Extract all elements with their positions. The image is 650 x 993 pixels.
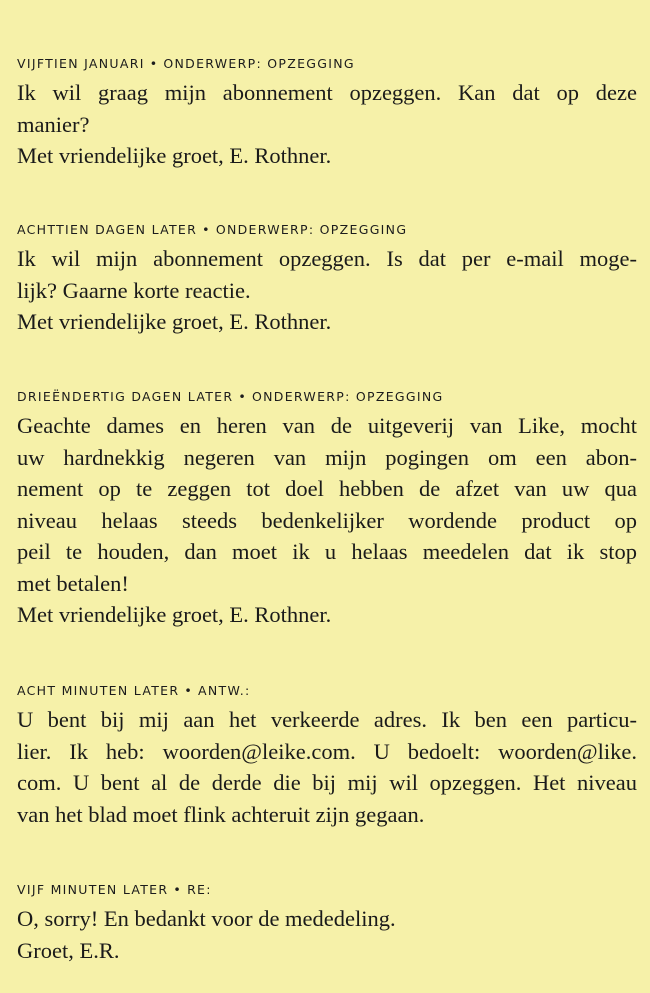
body-line: U bent bij mij aan het verkeerde adres. Ik ben een particu- xyxy=(17,707,637,732)
message-header xyxy=(17,388,637,406)
body-line: Groet, E.R. xyxy=(17,937,120,963)
message-header xyxy=(17,221,637,239)
message-header xyxy=(17,881,637,899)
message-time: ACHT MINUTEN LATER xyxy=(17,683,180,698)
message-time: ACHTTIEN DAGEN LATER xyxy=(17,222,198,237)
message-subject: ONDERWERP: OPZEGGING xyxy=(215,222,408,237)
message-body xyxy=(17,903,637,966)
body-line: niveau helaas steeds bedenkelijker wordende product op xyxy=(17,507,637,533)
body-line: Ik wil mijn abonnement opzeggen. Is dat per e-mail moge- xyxy=(17,246,637,271)
body-line: com. U bent al de derde die bij mij wil opzeggen. Het niveau xyxy=(17,770,637,795)
body-line: peil te houden, dan moet ik u helaas meedelen dat ik stop xyxy=(17,539,637,564)
separator-bullet: • xyxy=(149,56,159,71)
body-line: O, sorry! En bedankt voor de mededeling. xyxy=(17,906,396,931)
body-line: Met vriendelijke groet, E. Rothner. xyxy=(17,602,332,627)
message-subject: ONDERWERP: OPZEGGING xyxy=(252,389,444,404)
message-2 xyxy=(17,221,637,338)
body-line: uw hardnekkig negeren van mijn pogingen om een abon- xyxy=(17,444,637,470)
message-body xyxy=(17,77,637,172)
message-5 xyxy=(17,881,637,966)
message-subject: ANTW.: xyxy=(198,683,251,698)
body-line: Ik wil graag mijn abonnement opzeggen. Kan dat op deze xyxy=(17,80,637,105)
message-1 xyxy=(17,55,637,172)
message-time: DRIEËNDERTIG DAGEN LATER xyxy=(17,389,234,404)
body-line: lier. Ik heb: woorden@leike.com. U bedoelt: woorden@like. xyxy=(17,738,637,764)
message-subject: RE: xyxy=(187,882,212,897)
body-line: manier? xyxy=(17,111,90,137)
message-header xyxy=(17,682,637,700)
body-line: nement op te zeggen tot doel hebben de afzet van uw qua xyxy=(17,476,637,501)
message-time: VIJF MINUTEN LATER xyxy=(17,882,169,897)
message-header xyxy=(17,55,637,73)
separator-bullet: • xyxy=(238,389,248,404)
separator-bullet: • xyxy=(202,222,211,237)
message-body xyxy=(17,704,637,830)
separator-bullet: • xyxy=(173,882,183,897)
body-line: Geachte dames en heren van de uitgeverij van Like, mocht xyxy=(17,413,637,438)
message-subject: ONDERWERP: OPZEGGING xyxy=(163,56,355,71)
message-time: VIJFTIEN JANUARI xyxy=(17,56,145,71)
message-body xyxy=(17,243,637,338)
message-4 xyxy=(17,682,637,830)
message-3 xyxy=(17,388,637,631)
body-line: Met vriendelijke groet, E. Rothner. xyxy=(17,309,332,334)
body-line: van het blad moet flink achteruit zijn gegaan. xyxy=(17,801,425,827)
body-line: met betalen! xyxy=(17,570,129,596)
body-line: lijk? Gaarne korte reactie. xyxy=(17,277,251,303)
body-line: Met vriendelijke groet, E. Rothner. xyxy=(17,143,332,168)
separator-bullet: • xyxy=(184,683,194,698)
message-body xyxy=(17,410,637,631)
